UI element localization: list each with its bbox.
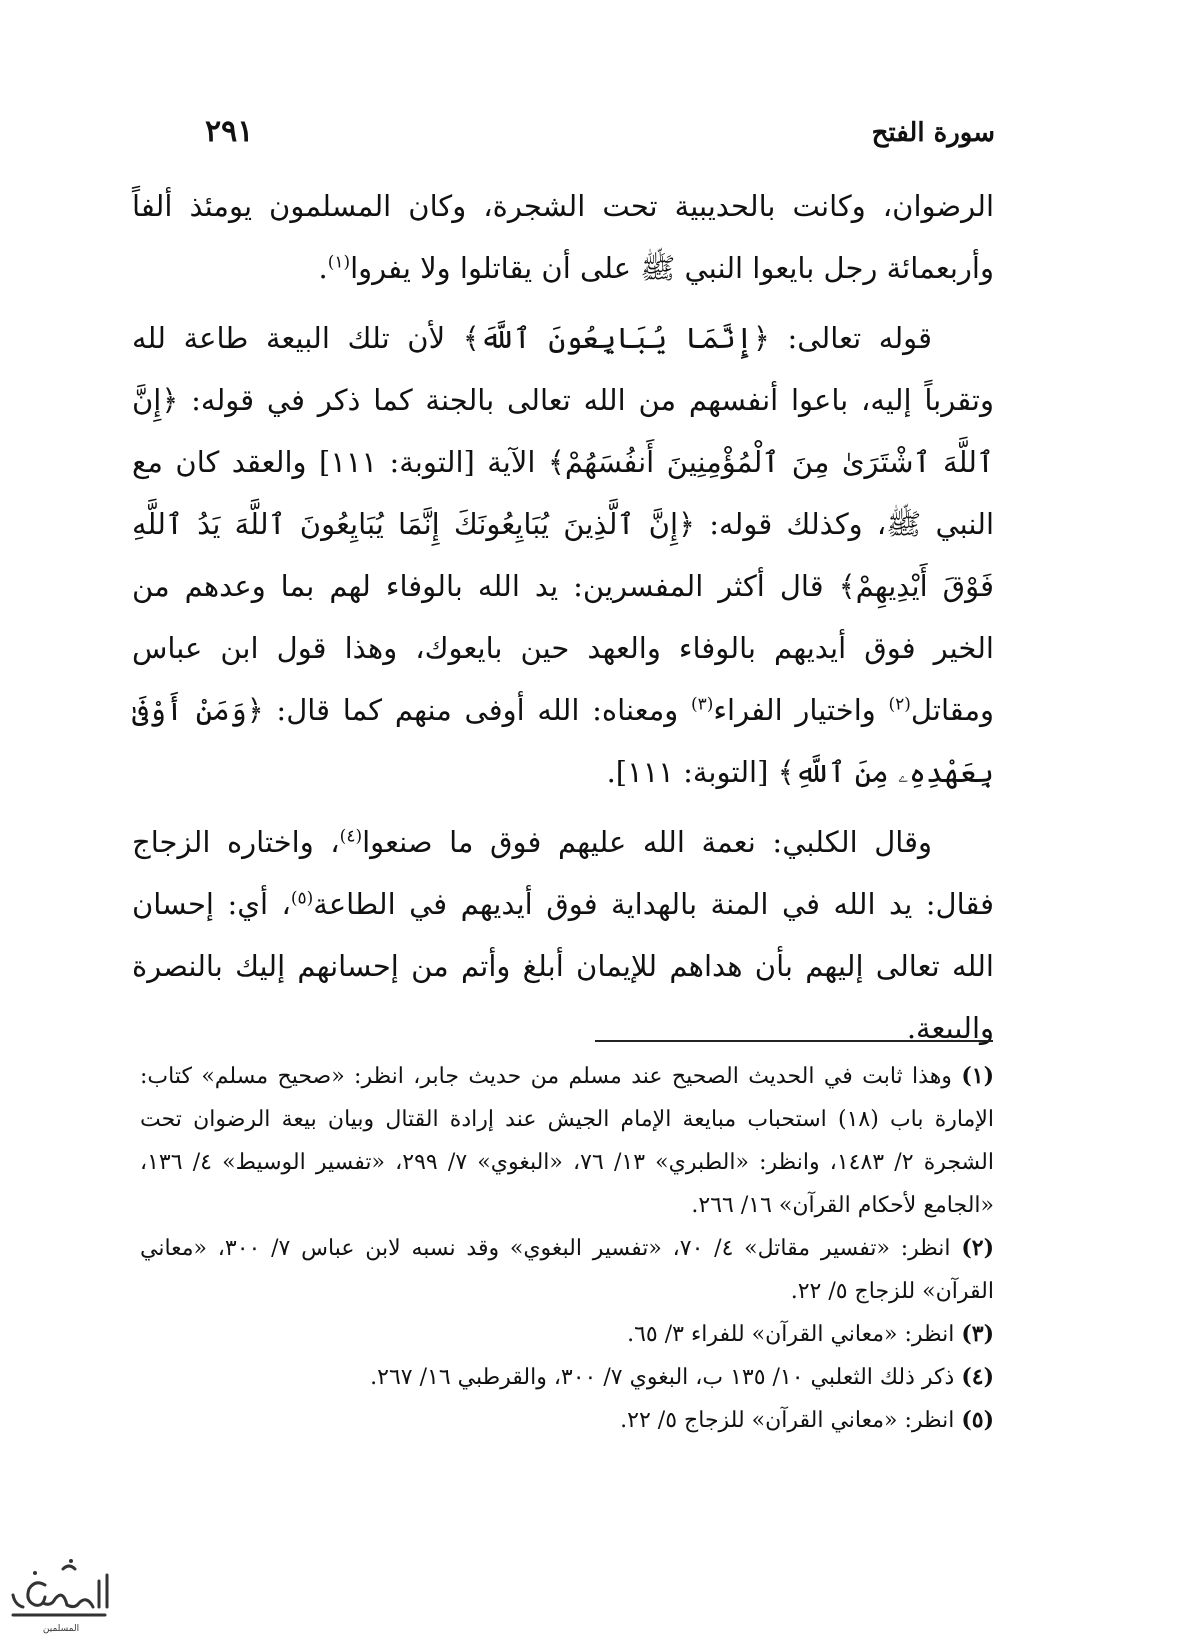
quran-verse-1: ﴿إِنَّمَا يُبَايِعُونَ ٱللَّهَ﴾ — [462, 321, 770, 355]
paragraph-2 — [132, 307, 994, 803]
page-header — [205, 110, 995, 160]
surah-title: سورة الفتح — [871, 118, 995, 148]
paragraph-2-text-f: ومعناه: الله أوفى منهم كما قال: — [263, 693, 691, 727]
footnote-2 — [140, 1227, 994, 1313]
footnote-ref-2: (٢) — [888, 694, 911, 715]
footnote-3 — [140, 1313, 994, 1356]
page-number: ٢٩١ — [205, 114, 254, 149]
footnote-2-text: انظر: «تفسير مقاتل» ٤/ ٧٠، «تفسير البغوي» وقد نسبه لابن عباس ٧/ ٣٠٠، «معاني القرآن» للزجاج ٥/ ٢٢. — [140, 1236, 994, 1304]
paragraph-2-text-e: واختيار الفراء — [713, 693, 889, 727]
paragraph-3 — [132, 811, 994, 1059]
paragraph-3-text-a: وقال الكلبي: نعمة الله عليهم فوق ما صنعوا — [362, 825, 932, 859]
footnote-3-number: (٣) — [961, 1321, 994, 1347]
svg-text:المسلمين: المسلمين — [42, 1624, 80, 1634]
footnote-4-number: (٤) — [961, 1364, 994, 1390]
paragraph-1-end: . — [318, 251, 328, 285]
footnote-4-text: ذكر ذلك الثعلبي ١٠/ ١٣٥ ب، البغوي ٧/ ٣٠٠، والقرطبي ١٦/ ٢٦٧. — [370, 1365, 955, 1390]
main-text — [132, 175, 994, 1067]
paragraph-2-text-g: [التوبة: ١١١]. — [606, 755, 778, 789]
footnote-1-text: وهذا ثابت في الحديث الصحيح عند مسلم من حديث جابر، انظر: «صحيح مسلم» كتاب: الإمارة باب (١٨) استحباب مبايعة الإمام الجيش عند إرادة القتال وبيان بيعة الرضوان تحت الشجرة ٢/ ١٤٨٣، وانظر: «الطبري» ١٣/ ٧٦، «البغوي» ٧/ ٢٩٩، «تفسير الوسيط» ٤/ ١٣٦، «الجامع لأحكام القرآن» ١٦/ ٢٦٦. — [140, 1064, 995, 1218]
footnote-1-number: (١) — [961, 1063, 994, 1089]
paragraph-3-text-c: ، أي: إحسان الله تعالى إليهم بأن هداهم للإيمان أبلغ وأتم من إحسانهم إليك بالنصرة والبيعة. — [132, 887, 994, 1045]
footnotes — [140, 1055, 994, 1442]
paragraph-3-text-b: ، واختاره الزجاج فقال: يد الله في المنة بالهداية فوق أيديهم في الطاعة — [132, 825, 994, 921]
footnote-4 — [140, 1356, 994, 1399]
footnote-3-text: انظر: «معاني القرآن» للفراء ٣/ ٦٥. — [627, 1322, 955, 1347]
footnote-ref-5: (٥) — [290, 888, 314, 909]
footnote-1 — [140, 1055, 994, 1227]
paragraph-2-text-d: قال أكثر المفسرين: يد الله بالوفاء لهم بما وعدهم من الخير فوق أيديهم بالوفاء والعهد حين بايعوك، وهذا قول ابن عباس ومقاتل — [132, 569, 994, 727]
paragraph-1-text: الرضوان، وكانت بالحديبية تحت الشجرة، وكان المسلمون يومئذ ألفاً وأربعمائة رجل بايعوا النبي ﷺ على أن يقاتلوا ولا يفروا — [132, 189, 994, 285]
quran-verse-4: ﴿وَمَنْ أَوْفَىٰ بِعَهْدِهِۦ مِنَ ٱللَّهِ﴾ — [132, 693, 994, 789]
footnote-5-text: انظر: «معاني القرآن» للزجاج ٥/ ٢٢. — [620, 1408, 955, 1433]
quran-verse-2: ﴿إِنَّ ٱللَّهَ ٱشْتَرَىٰ مِنَ ٱلْمُؤْمِنِينَ أَنفُسَهُمْ﴾ — [132, 383, 994, 479]
footnote-ref-4: (٤) — [339, 826, 363, 847]
publisher-stamp-logo — [5, 1545, 115, 1645]
footnote-5-number: (٥) — [961, 1407, 994, 1433]
footnote-ref-1: (١) — [327, 252, 351, 273]
paragraph-2-text-c: الآية [التوبة: ١١١] والعقد كان مع النبي ﷺ، وكذلك قوله: — [132, 445, 995, 541]
footnote-ref-3: (٣) — [691, 694, 714, 715]
footnote-2-number: (٢) — [961, 1235, 994, 1261]
paragraph-2-text-a: قوله تعالى: — [769, 321, 933, 355]
quran-verse-3: ﴿إِنَّ ٱلَّذِينَ يُبَايِعُونَكَ إِنَّمَا يُبَايِعُونَ ٱللَّهَ يَدُ ٱللَّهِ فَوْقَ أَيْدِيهِمْ﴾ — [132, 507, 994, 603]
paragraph-1 — [132, 175, 994, 299]
paragraph-2-text-b: لأن تلك البيعة طاعة لله وتقرباً إليه، باعوا أنفسهم من الله تعالى بالجنة كما ذكر في قوله: — [132, 321, 994, 417]
footnote-5 — [140, 1399, 994, 1442]
footnote-separator — [595, 1040, 993, 1042]
